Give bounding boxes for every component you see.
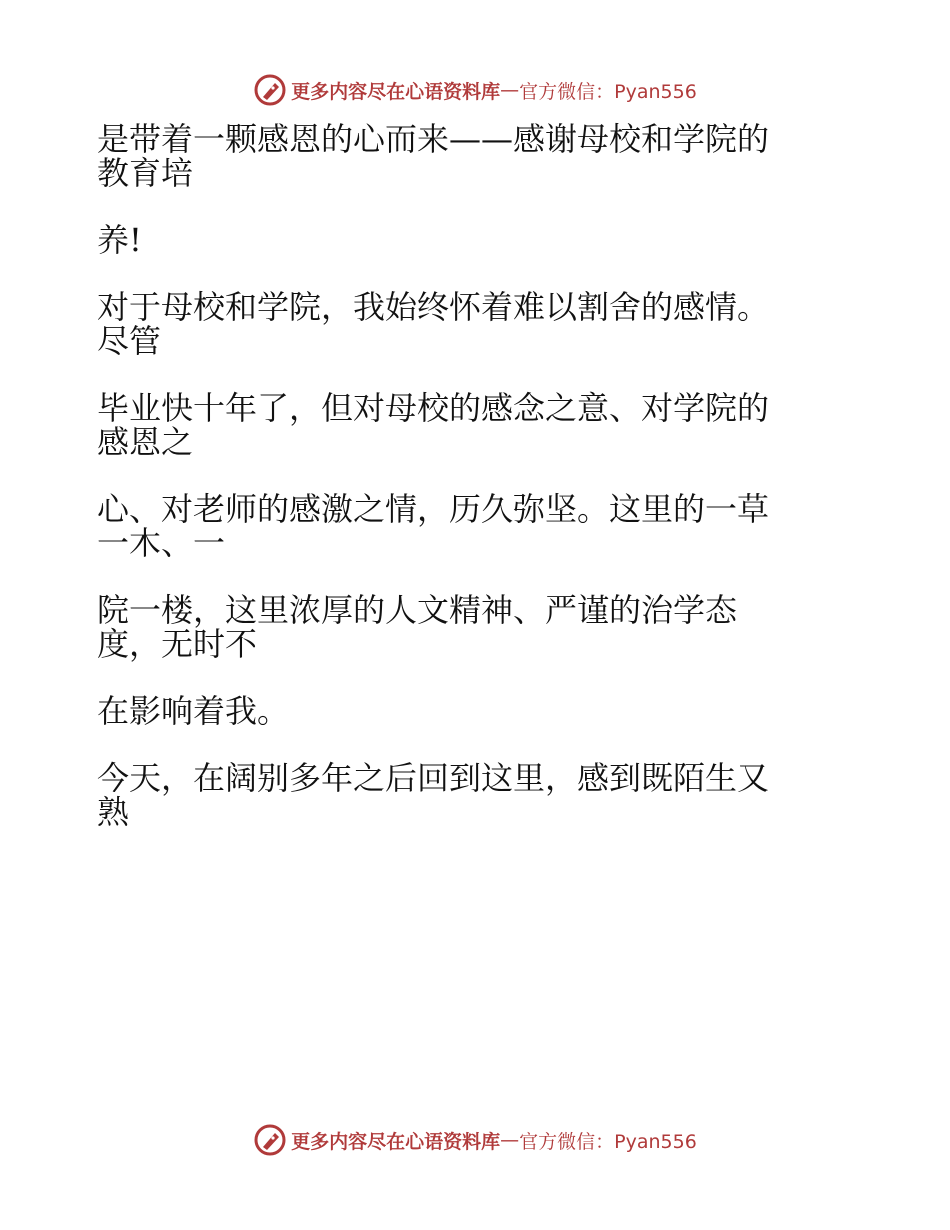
header-library-text: 更多内容尽在心语资料库 [291, 80, 501, 103]
body-line: 院一楼，这里浓厚的人文精神、严谨的治学态 [97, 591, 738, 629]
pen-nib-circle-icon [253, 73, 287, 107]
header-dash: — [500, 79, 520, 101]
body-line: 度，无时不 [97, 625, 258, 663]
footer-library-text: 更多内容尽在心语资料库 [291, 1130, 501, 1153]
body-line: 一木、一 [97, 524, 226, 562]
document-body [97, 122, 837, 829]
footer-dash: — [500, 1129, 520, 1151]
body-line: 感恩之 [97, 423, 194, 461]
footer-wechat-text: 官方微信：Pyan556 [519, 1130, 697, 1153]
body-line: 毕业快十年了，但对母校的感念之意、对学院的 [97, 389, 770, 427]
page-footer-banner [0, 1120, 950, 1160]
body-line: 是带着一颗感恩的心而来——感谢母校和学院的 [97, 120, 770, 158]
page-header-banner [0, 70, 950, 110]
body-line: 熟 [97, 793, 130, 831]
body-line: 尽管 [97, 322, 162, 360]
body-line: 养! [97, 221, 142, 259]
body-line: 心、对老师的感激之情，历久弥坚。这里的一草 [97, 490, 770, 528]
body-line: 教育培 [97, 154, 194, 192]
body-line: 今天，在阔别多年之后回到这里，感到既陌生又 [97, 759, 770, 797]
pen-nib-circle-icon [253, 1123, 287, 1157]
header-wechat-text: 官方微信：Pyan556 [519, 80, 697, 103]
body-line: 在影响着我。 [97, 692, 290, 730]
body-line: 对于母校和学院，我始终怀着难以割舍的感情。 [97, 288, 770, 326]
